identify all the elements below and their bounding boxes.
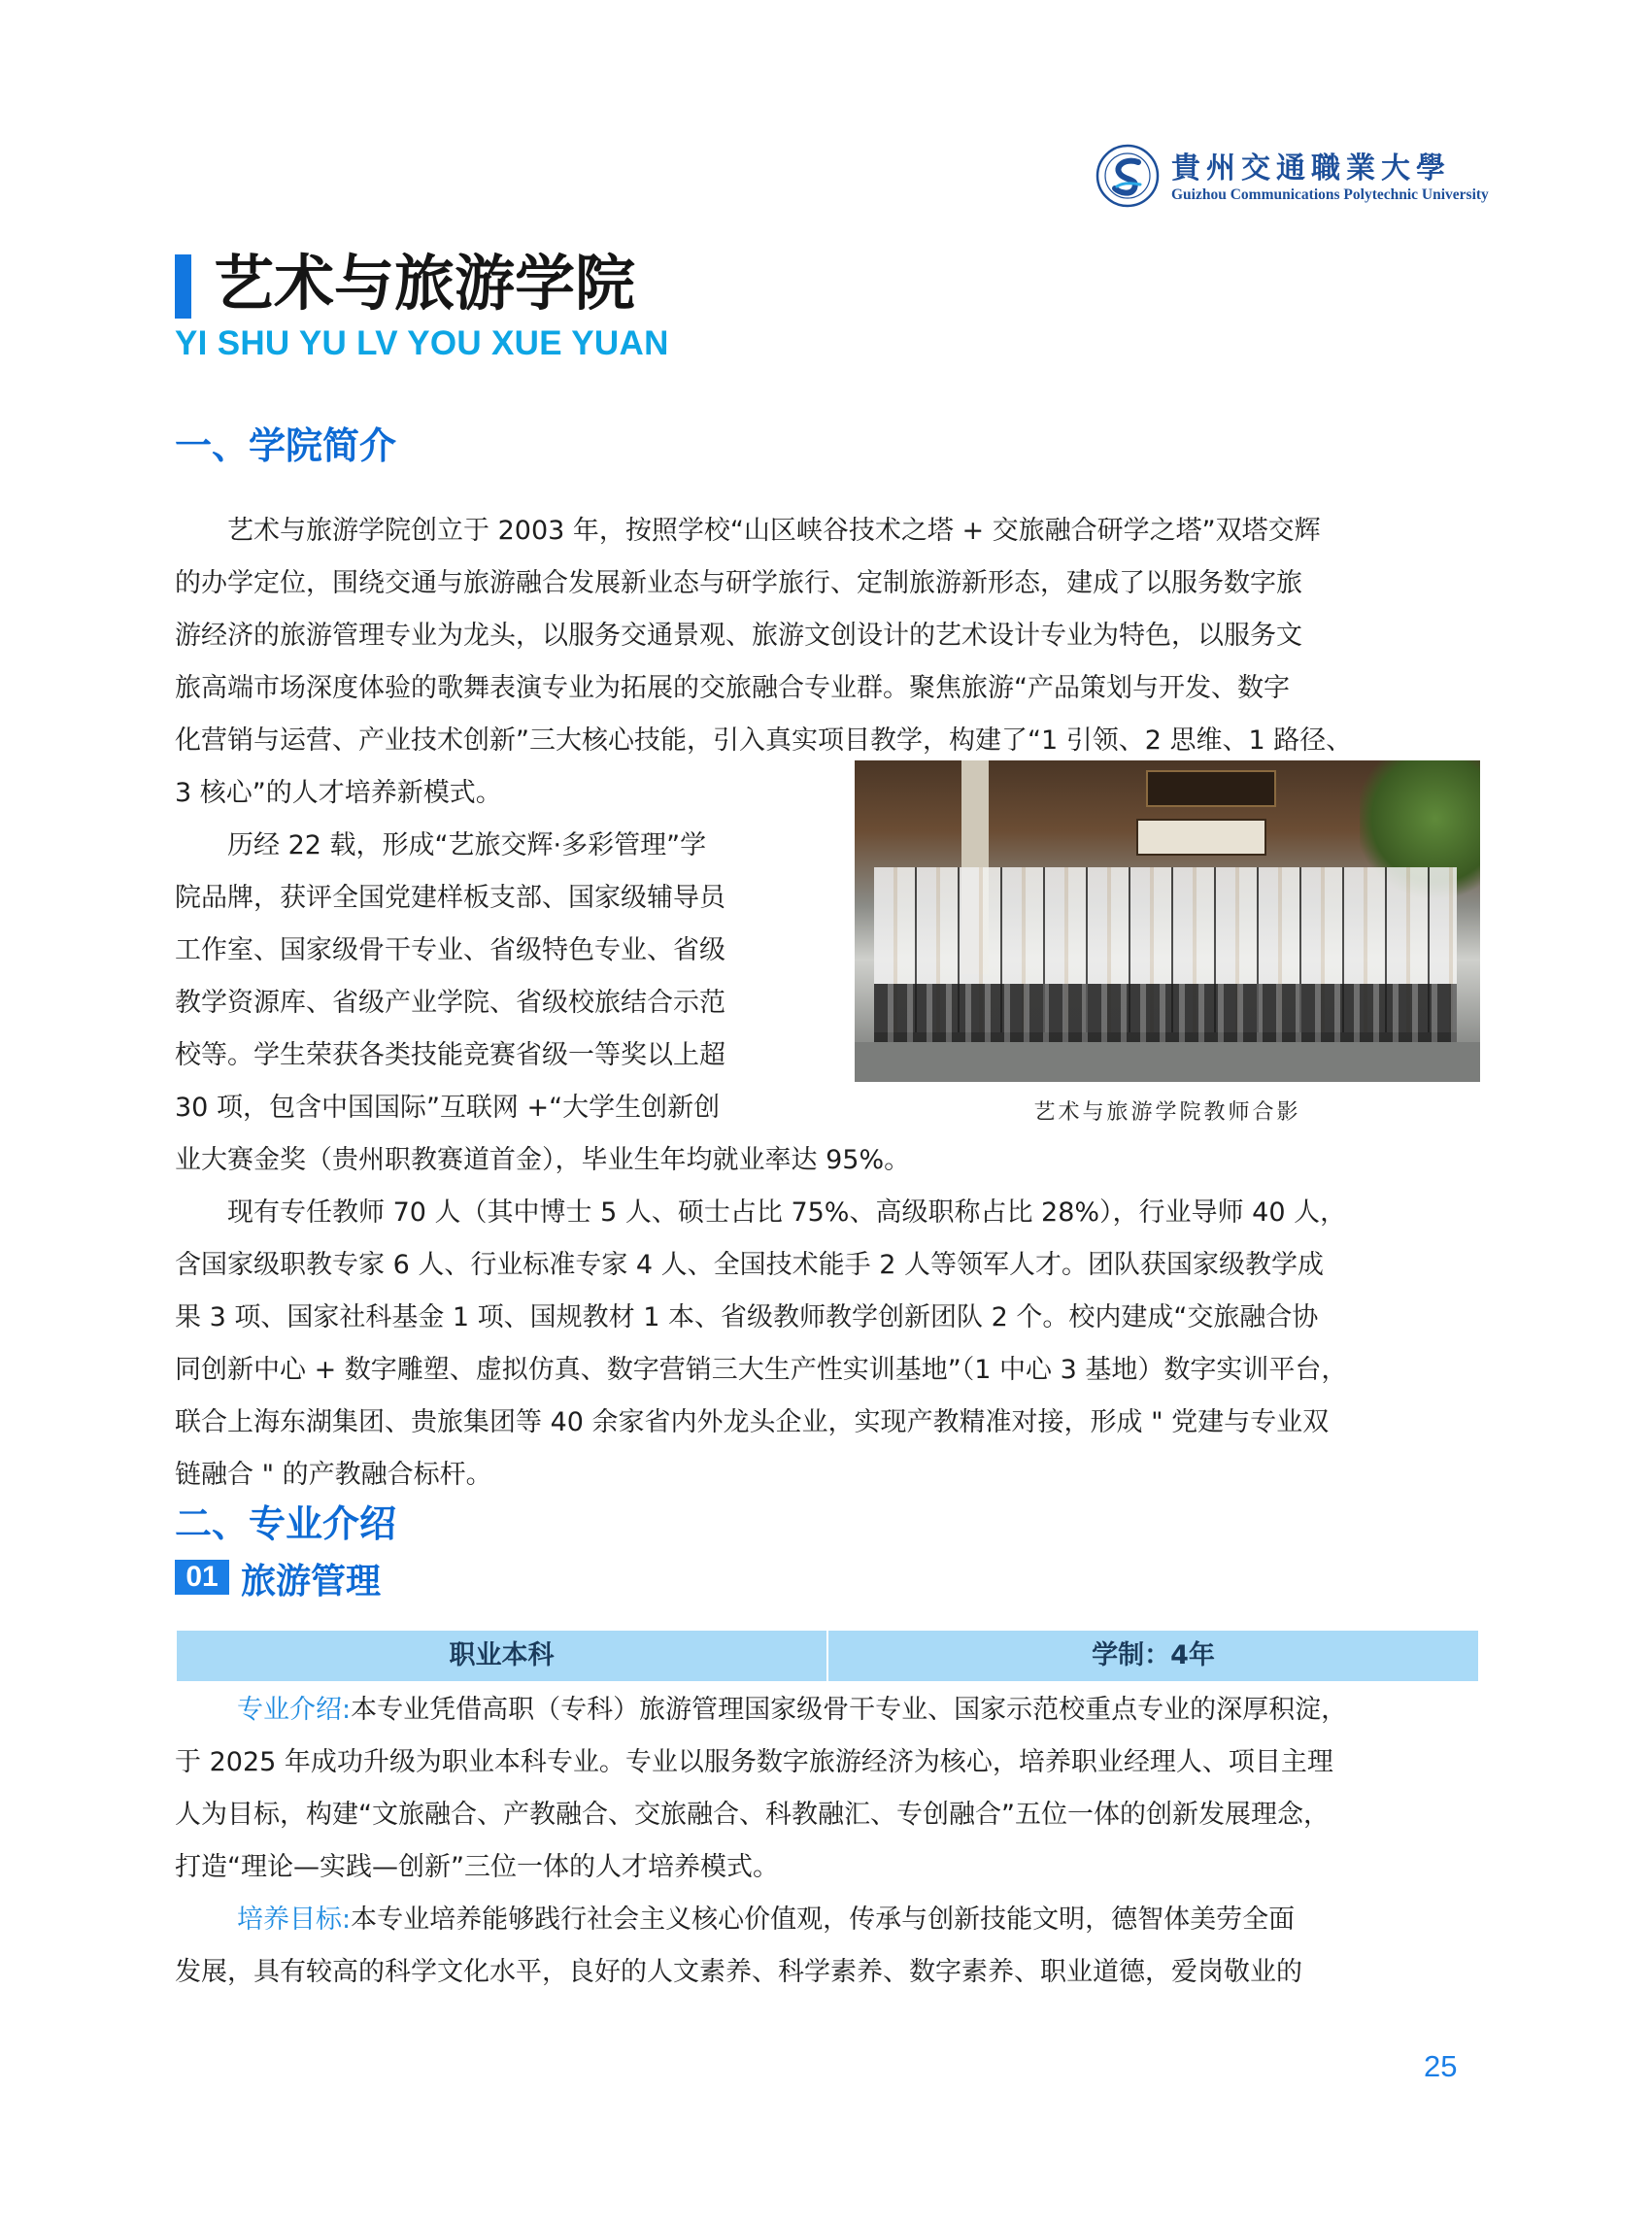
text-line: 打造“理论—实践—创新”三位一体的人才培养模式。 <box>175 1852 779 1882</box>
photo-sign <box>1146 770 1276 807</box>
photo-caption: 艺术与旅游学院教师合影 <box>1033 1100 1301 1125</box>
major-intro-label: 专业介绍: <box>237 1695 352 1725</box>
text-line: 院品牌，获评全国党建样板支部、国家级辅导员 <box>175 883 725 913</box>
major-name: 旅游管理 <box>241 1562 382 1601</box>
university-logo <box>1096 144 1489 208</box>
text-line: 含国家级职教专家 6 人、行业标准专家 4 人、全国技术能手 2 人等领军人才。团队获国家级教学成 <box>175 1250 1325 1280</box>
intro-paragraph-2 <box>175 820 822 1134</box>
major-level-cell: 职业本科 <box>177 1631 826 1681</box>
text-line: 的办学定位，围绕交通与旅游融合发展新业态与研学旅行、定制旅游新形态，建成了以服务数字旅 <box>175 568 1302 598</box>
page-title: 艺术与旅游学院 <box>214 248 636 319</box>
text-line: 游经济的旅游管理专业为龙头，以服务交通景观、旅游文创设计的艺术设计专业为特色，以服务文 <box>175 621 1302 651</box>
major-number-badge: 01 <box>175 1560 229 1595</box>
text-line: 联合上海东湖集团、贵旅集团等 40 余家省内外龙头企业，实现产教精准对接，形成 " 党建与专业双 <box>175 1407 1330 1437</box>
major-duration-cell: 学制：4年 <box>826 1631 1478 1681</box>
text-line: 发展，具有较高的科学文化水平，良好的人文素养、科学素养、数字素养、职业道德，爱岗敬业的 <box>175 1957 1302 1987</box>
text-line: 30 项，包含中国国际”互联网 +“大学生创新创 <box>175 1093 721 1123</box>
text-line: 现有专任教师 70 人（其中博士 5 人、硕士占比 75%、高级职称占比 28%），行业导师 40 人， <box>227 1197 1347 1228</box>
text-line: 旅高端市场深度体验的歌舞表演专业为拓展的交旅融合专业群。聚焦旅游“产品策划与开发、数字 <box>175 673 1290 703</box>
text-line: 历经 22 载，形成“艺旅交辉·多彩管理”学 <box>227 830 707 860</box>
major-info-table <box>177 1631 1478 1681</box>
page-number: 25 <box>1424 2049 1458 2083</box>
text-line: 业大赛金奖（贵州职教赛道首金），毕业生年均就业率达 95%。 <box>175 1145 911 1175</box>
major-goal-paragraph <box>175 1894 1478 1999</box>
section-heading-intro: 一、学院简介 <box>175 424 397 467</box>
text-line: 校等。学生荣获各类技能竞赛省级一等奖以上超 <box>175 1040 725 1070</box>
title-accent-bar <box>175 254 191 319</box>
university-emblem-icon <box>1096 144 1160 208</box>
major-intro-text: 本专业凭借高职（专科）旅游管理国家级骨干专业、国家示范校重点专业的深厚积淀， <box>351 1695 1348 1725</box>
page-subtitle: YI SHU YU LV YOU XUE YUAN <box>175 324 669 362</box>
text-line: 化营销与运营、产业技术创新”三大核心技能，引入真实项目教学，构建了“1 引领、2 思维、1 路径、 <box>175 725 1353 756</box>
text-line: 果 3 项、国家社科基金 1 项、国规教材 1 本、省级教师教学创新团队 2 个。校内建成“交旅融合协 <box>175 1302 1319 1332</box>
text-line: 人为目标，构建“文旅融合、产教融合、交旅融合、科教融汇、专创融合”五位一体的创新发展理念， <box>175 1800 1330 1830</box>
text-line: 教学资源库、省级产业学院、省级校旅结合示范 <box>175 988 725 1018</box>
text-line: 链融合 " 的产教融合标杆。 <box>175 1460 492 1490</box>
major-intro-paragraph <box>175 1684 1478 1894</box>
intro-paragraph-2-end <box>175 1134 1478 1187</box>
photo-floor <box>855 1042 1480 1082</box>
photo-sign <box>1136 819 1266 856</box>
major-goal-label: 培养目标: <box>237 1905 352 1935</box>
text-line: 3 核心”的人才培养新模式。 <box>175 778 502 808</box>
major-goal-text: 本专业培养能够践行社会主义核心价值观，传承与创新技能文明，德智体美劳全面 <box>351 1905 1296 1935</box>
intro-paragraph-3 <box>175 1187 1478 1501</box>
text-line <box>175 1684 1478 1736</box>
section-heading-majors: 二、专业介绍 <box>175 1502 397 1545</box>
text-line <box>175 1894 1478 1946</box>
university-name-en: Guizhou Communications Polytechnic University <box>1171 186 1489 203</box>
faculty-group-photo <box>855 760 1480 1082</box>
text-line: 于 2025 年成功升级为职业本科专业。专业以服务数字旅游经济为核心，培养职业经理人、项目主理 <box>175 1747 1333 1777</box>
text-line: 同创新中心 + 数字雕塑、虚拟仿真、数字营销三大生产性实训基地”（1 中心 3 基地）数字实训平台， <box>175 1355 1348 1385</box>
text-line: 工作室、国家级骨干专业、省级特色专业、省级 <box>175 935 725 965</box>
university-name-cn: 貴州交通職業大學 <box>1171 152 1451 185</box>
text-line: 艺术与旅游学院创立于 2003 年，按照学校“山区峡谷技术之塔 + 交旅融合研学之塔”双塔交辉 <box>227 516 1321 546</box>
